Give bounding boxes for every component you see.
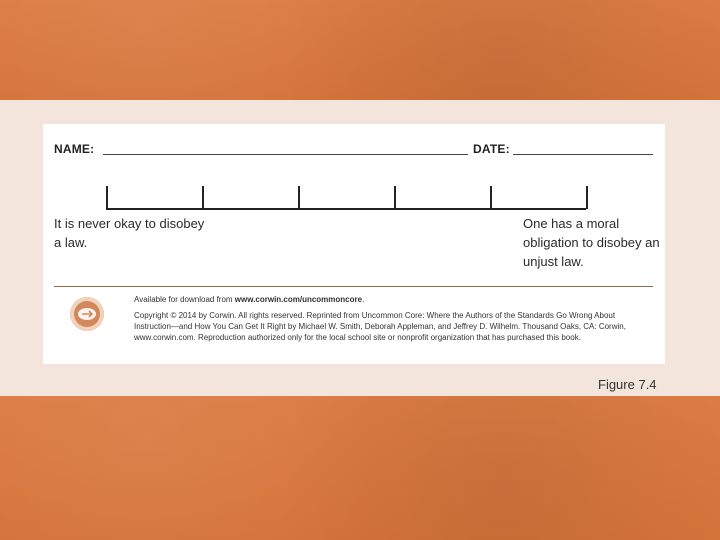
name-field-line <box>103 154 468 155</box>
availability-prefix: Available for download from <box>134 295 235 304</box>
availability-note <box>134 294 654 305</box>
scale-tick <box>490 186 492 209</box>
scale-tick <box>394 186 396 209</box>
worksheet-card <box>43 124 665 364</box>
figure-caption: Figure 7.4 <box>598 377 657 392</box>
download-icon <box>70 297 104 331</box>
scale-left-endpoint: It is never okay to disobey a law. <box>54 216 205 250</box>
leather-background-bottom <box>0 396 720 540</box>
name-label: NAME: <box>54 142 95 156</box>
scale-tick <box>298 186 300 209</box>
opinion-scale-line <box>106 208 586 210</box>
leather-background-top <box>0 0 720 100</box>
scale-right-endpoint: One has a moral obligation to disobey an unjust law. <box>523 216 660 269</box>
date-label: DATE: <box>473 142 510 156</box>
scale-tick <box>106 186 108 209</box>
availability-url[interactable]: www.corwin.com/uncommoncore <box>234 295 363 304</box>
footer-divider <box>54 286 653 287</box>
scale-tick <box>202 186 204 209</box>
availability-suffix: . <box>362 295 365 304</box>
date-field-line <box>513 154 653 155</box>
scale-tick <box>586 186 588 209</box>
copyright-notice: Copyright © 2014 by Corwin. All rights reserved. Reprinted from Uncommon Core: Where the Authors of the Standards Go Wrong About Instruction—and How You Can Get It Right by Michael W. Smith, Deborah Appleman, and Jeffrey D. Wilhelm. Thousand Oaks, CA: Corwin, www.corwin.com. Reproduction authorized only for the local school site or nonprofit organization that has purchased this book. <box>134 311 626 342</box>
